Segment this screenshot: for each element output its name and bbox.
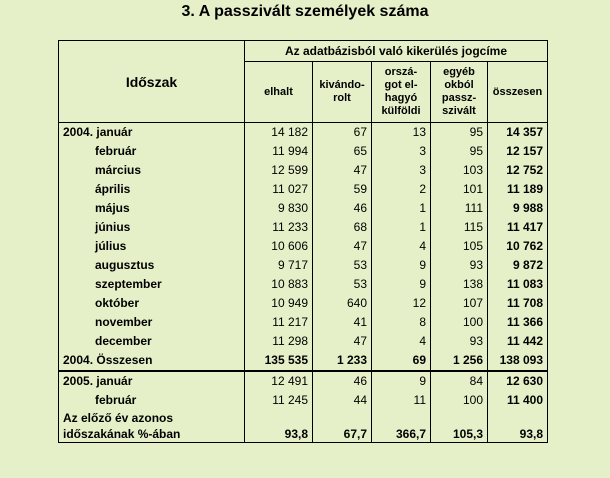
cell-value: 12 752: [488, 161, 548, 180]
cell-value: 47: [313, 237, 372, 256]
table-row: [59, 371, 548, 391]
cell-value: 138: [431, 275, 488, 294]
group-header: Az adatbázisból való kikerülés jogcíme: [245, 41, 548, 62]
row-label: július: [59, 237, 245, 256]
cell-value: 4: [372, 237, 431, 256]
row-label: 2004. január: [59, 123, 245, 143]
cell-value: 95: [431, 142, 488, 161]
cell-value: 14 357: [488, 123, 548, 143]
cell-value: 11 994: [245, 142, 313, 161]
table-row: [59, 161, 548, 180]
cell-value: 67: [313, 123, 372, 143]
column-header-line: összesen: [492, 85, 543, 98]
cell-value: 12 157: [488, 142, 548, 161]
cell-value: 1: [372, 218, 431, 237]
cell-value: 53: [313, 256, 372, 275]
cell-value: 10 762: [488, 237, 548, 256]
cell-value: 10 606: [245, 237, 313, 256]
column-header-line: rolt: [333, 92, 351, 104]
cell-value: 11 217: [245, 313, 313, 332]
table-row: [59, 294, 548, 313]
cell-value: 11 233: [245, 218, 313, 237]
cell-value: 366,7: [372, 426, 431, 443]
cell-value: 9 872: [488, 256, 548, 275]
cell-value: 9: [372, 256, 431, 275]
row-label: március: [59, 161, 245, 180]
cell-value: 11 083: [488, 275, 548, 294]
cell-value: 11 400: [488, 391, 548, 410]
column-header-line: kivándo-: [319, 79, 365, 91]
column-header-line: hagyó: [384, 92, 418, 104]
cell-value: 103: [431, 161, 488, 180]
cell-value: 65: [313, 142, 372, 161]
pct-label-line2: időszakának %-ában: [59, 426, 245, 443]
column-header: [313, 62, 372, 123]
table-row: [59, 332, 548, 351]
cell-value: 4: [372, 332, 431, 351]
table-row: [59, 256, 548, 275]
cell-value: 12: [372, 294, 431, 313]
cell-value: 111: [431, 199, 488, 218]
column-header-line: orszá-: [384, 66, 418, 78]
column-header: [431, 62, 488, 123]
table-row: [59, 313, 548, 332]
cell-value: 100: [431, 313, 488, 332]
passive-persons-table: [58, 40, 548, 443]
cell-value: 105,3: [431, 426, 488, 443]
table-row: [59, 180, 548, 199]
table-row: [59, 237, 548, 256]
row-label: szeptember: [59, 275, 245, 294]
cell-value: 47: [313, 332, 372, 351]
cell-value: 12 599: [245, 161, 313, 180]
column-header-line: szivált: [442, 105, 476, 117]
cell-value: 9 988: [488, 199, 548, 218]
cell-value: 46: [313, 199, 372, 218]
table-row: [59, 142, 548, 161]
cell-value: 3: [372, 161, 431, 180]
table-row: [59, 199, 548, 218]
cell-value: 11 442: [488, 332, 548, 351]
pct-row-line1: [59, 410, 548, 426]
cell-value: 2: [372, 180, 431, 199]
cell-value: 9 830: [245, 199, 313, 218]
table-row: [59, 123, 548, 143]
column-header-line: egyéb: [443, 66, 475, 78]
table-row: [59, 275, 548, 294]
row-label: február: [59, 391, 245, 410]
cell-value: 101: [431, 180, 488, 199]
column-header: [488, 62, 548, 123]
total-row: [59, 351, 548, 371]
cell-value: 9: [372, 275, 431, 294]
cell-value: 93,8: [245, 426, 313, 443]
cell-value: 53: [313, 275, 372, 294]
cell-value: 93: [431, 256, 488, 275]
row-label: május: [59, 199, 245, 218]
cell-value: 11 298: [245, 332, 313, 351]
column-header-line: passz-: [441, 92, 477, 104]
cell-value: 9: [372, 371, 431, 391]
cell-value: 640: [313, 294, 372, 313]
column-header: [245, 62, 313, 123]
row-label: június: [59, 218, 245, 237]
cell-value: 47: [313, 161, 372, 180]
cell-value: 93,8: [488, 426, 548, 443]
cell-value: 67,7: [313, 426, 372, 443]
column-header-line: got el-: [384, 79, 418, 91]
column-header: [372, 62, 431, 123]
cell-value: 11 417: [488, 218, 548, 237]
cell-value: 44: [313, 391, 372, 410]
cell-value: 1 256: [431, 351, 488, 371]
cell-value: 93: [431, 332, 488, 351]
cell-value: 3: [372, 142, 431, 161]
cell-value: 11: [372, 391, 431, 410]
cell-value: 14 182: [245, 123, 313, 143]
row-label: november: [59, 313, 245, 332]
cell-value: 1 233: [313, 351, 372, 371]
cell-value: 68: [313, 218, 372, 237]
cell-value: 135 535: [245, 351, 313, 371]
row-label: október: [59, 294, 245, 313]
table-row: [59, 218, 548, 237]
cell-value: 138 093: [488, 351, 548, 371]
cell-value: 11 189: [488, 180, 548, 199]
cell-value: 11 708: [488, 294, 548, 313]
table-row: [59, 391, 548, 410]
row-label: december: [59, 332, 245, 351]
cell-value: 11 027: [245, 180, 313, 199]
cell-value: 11 366: [488, 313, 548, 332]
column-header-line: elhalt: [264, 85, 293, 98]
cell-value: 46: [313, 371, 372, 391]
cell-value: 100: [431, 391, 488, 410]
cell-value: 41: [313, 313, 372, 332]
cell-value: 10 883: [245, 275, 313, 294]
pct-label-line1: Az előző év azonos: [59, 410, 245, 426]
period-header: Időszak: [59, 41, 245, 123]
cell-value: 105: [431, 237, 488, 256]
cell-value: 84: [431, 371, 488, 391]
column-header-line: külföldi: [381, 105, 421, 117]
cell-value: 59: [313, 180, 372, 199]
cell-value: 107: [431, 294, 488, 313]
cell-value: 1: [372, 199, 431, 218]
row-label: augusztus: [59, 256, 245, 275]
cell-value: 8: [372, 313, 431, 332]
row-label: 2004. Összesen: [59, 351, 245, 371]
cell-value: 9 717: [245, 256, 313, 275]
row-label: 2005. január: [59, 371, 245, 391]
row-label: április: [59, 180, 245, 199]
cell-value: 11 245: [245, 391, 313, 410]
cell-value: 115: [431, 218, 488, 237]
pct-row: [59, 426, 548, 443]
cell-value: 69: [372, 351, 431, 371]
column-header-line: okból: [444, 79, 474, 91]
cell-value: 12 491: [245, 371, 313, 391]
cell-value: 13: [372, 123, 431, 143]
page-title: 3. A passzivált személyek száma: [181, 3, 429, 20]
cell-value: 95: [431, 123, 488, 143]
cell-value: 10 949: [245, 294, 313, 313]
cell-value: 12 630: [488, 371, 548, 391]
row-label: február: [59, 142, 245, 161]
